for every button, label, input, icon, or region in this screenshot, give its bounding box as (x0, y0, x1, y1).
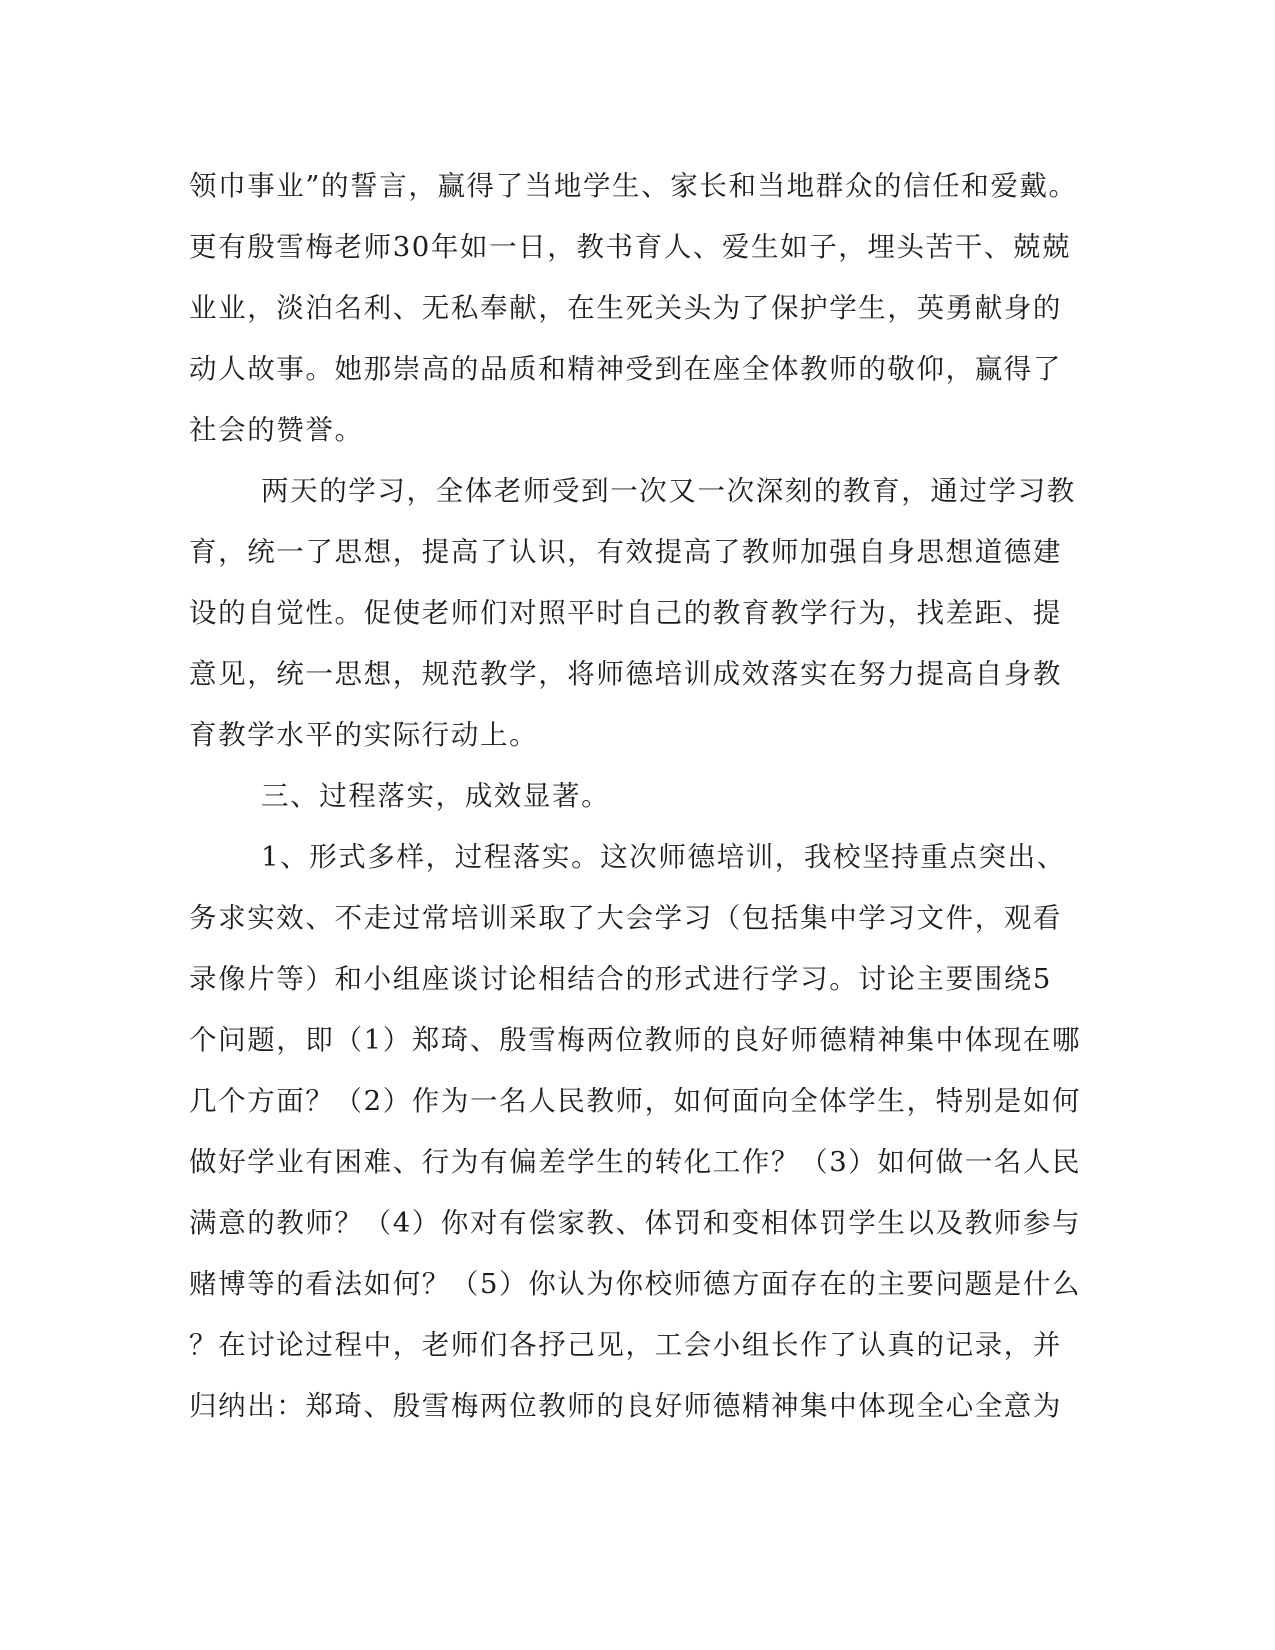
text-line: 做好学业有困难、行为有偏差学生的转化工作？（3）如何做一名人民 (189, 1146, 1082, 1178)
text-line: 领巾事业”的誓言，赢得了当地学生、家长和当地群众的信任和爱戴。 (189, 170, 1078, 202)
text-line: 赌博等的看法如何？（5）你认为你校师德方面存在的主要问题是什么 (189, 1268, 1082, 1300)
text-line: 录像片等）和小组座谈讨论相结合的形式进行学习。讨论主要围绕5 (189, 963, 1052, 995)
text-line: 社会的赞誉。 (189, 414, 364, 446)
text-line: 动人故事。她那崇高的品质和精神受到在座全体教师的敬仰，赢得了 (189, 353, 1062, 385)
text-line: 更有殷雪梅老师30年如一日，教书育人、爱生如子，埋头苦干、兢兢 (189, 231, 1072, 263)
text-line: 归纳出：郑琦、殷雪梅两位教师的良好师德精神集中体现全心全意为 (189, 1390, 1062, 1422)
paragraph-first-line: 1、形式多样，过程落实。这次师德培训，我校坚持重点突出、 (261, 841, 1066, 873)
text-line: 意见，统一思想，规范教学，将师德培训成效落实在努力提高自身教 (189, 658, 1062, 690)
paragraph-first-line: 两天的学习，全体老师受到一次又一次深刻的教育，通过学习教 (261, 475, 1076, 507)
text-line: 设的自觉性。促使老师们对照平时自己的教育教学行为，找差距、提 (189, 597, 1062, 629)
section-heading: 三、过程落实，成效显著。 (261, 780, 611, 812)
text-line: 个问题，即（1）郑琦、殷雪梅两位教师的良好师德精神集中体现在哪 (189, 1024, 1082, 1056)
text-line: 几个方面？（2）作为一名人民教师，如何面向全体学生，特别是如何 (189, 1085, 1082, 1117)
text-line: 育，统一了思想，提高了认识，有效提高了教师加强自身思想道德建 (189, 536, 1062, 568)
document-body (189, 156, 1082, 1437)
text-line: 业业，淡泊名利、无私奉献，在生死关头为了保护学生，英勇献身的 (189, 292, 1062, 324)
text-line: 育教学水平的实际行动上。 (189, 719, 539, 751)
text-line: 满意的教师？（4）你对有偿家教、体罚和变相体罚学生以及教师参与 (189, 1207, 1082, 1239)
text-line: 务求实效、不走过常培训采取了大会学习（包括集中学习文件，观看 (189, 902, 1062, 934)
text-line: ？在讨论过程中，老师们各抒己见，工会小组长作了认真的记录，并 (189, 1329, 1062, 1361)
